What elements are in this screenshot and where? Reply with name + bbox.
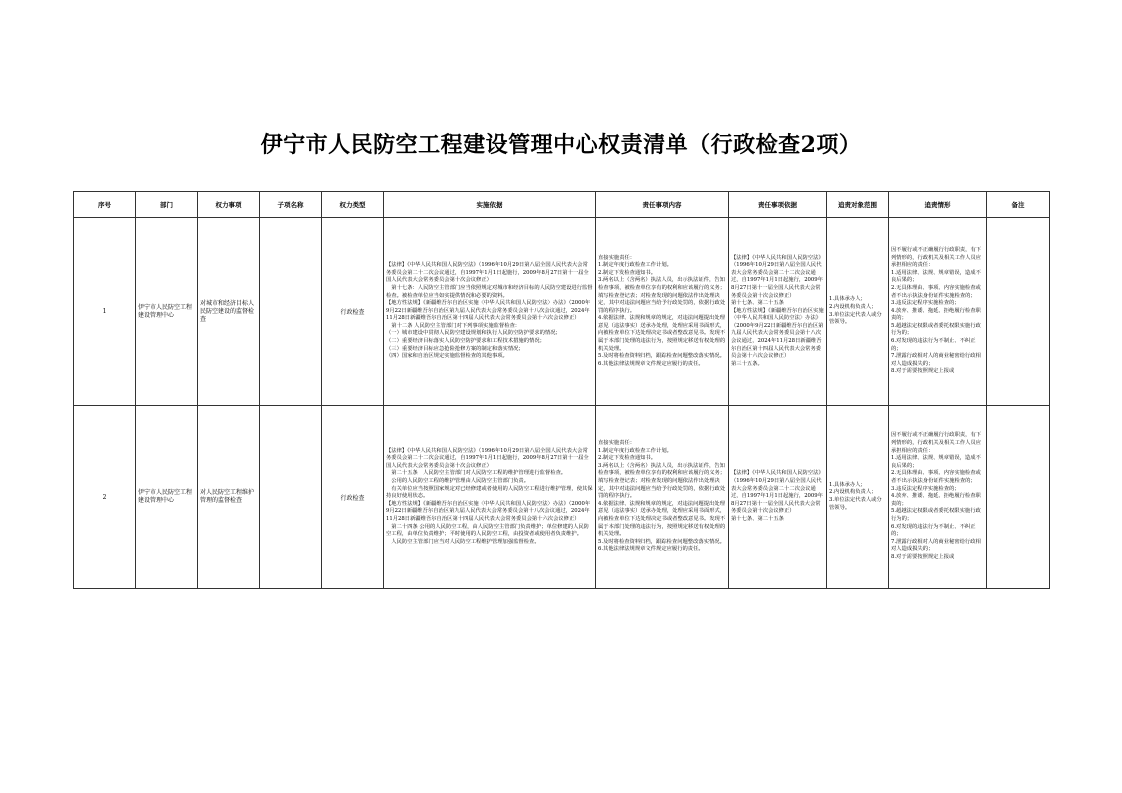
table-header-row — [74, 192, 1050, 218]
header-cell: 权力类型 — [322, 192, 384, 218]
power-item-cell: 对人民防空工程维护管理的监督检查 — [198, 406, 260, 589]
table-row — [74, 218, 1050, 406]
accountability-situation-cell: 因不履行或不正确履行行政职责，有下列情形的，行政机关及相关工作人员应承担相应的责任： 1.适用法律、法规、规章错误，造成不良后果的； 2.无具体理由、事项、内容实施检查或者不出示执法身份证件实施检查的； 3.违反法定程序实施检查的； 4.放弃、推诿、拖延、拒绝履行检查职责的； 5.超越法定权限或者委托权限实施行政行为的； 6.对发现的违法行为不制止、不纠正的； 7.泄露行政相对人的商业秘密给行政相对人造成损失的； 8.对于需要按照规定上报或 — [889, 218, 987, 406]
header-cell: 权力事项 — [198, 192, 260, 218]
department-cell: 伊宁市人民防空工程建设管理中心 — [136, 218, 198, 406]
header-cell: 子项名称 — [260, 192, 322, 218]
responsibility-basis-cell: 【法律】《中华人民共和国人民防空法》（1996年10月29日第八届全国人民代表大会常务委员会第二十二次会议通过，自1997年1月1日起施行，2009年8月27日第十一届全国人民代表大会常务委员会第十次会议修正） 第十七条、第二十五条 【地方性法规】《新疆维吾尔自治区实施〈中华人民共和国人民防空法〉办法》（2000年9月22日新疆维吾尔自治区第九届人民代表大会常务委员会第十八次会议通过，2024年11月28日新疆维吾尔自治区第十四届人民代表大会常务委员会第十六次会议修正） 第三十五条。 — [729, 218, 827, 406]
header-cell: 追责对象范围 — [827, 192, 889, 218]
header-cell: 追责情形 — [889, 192, 987, 218]
legal-basis-cell: 【法律】《中华人民共和国人民防空法》（1996年10月29日第八届全国人民代表大会常务委员会第二十二次会议通过，自1997年1月1日起施行，2009年8月27日第十一届全国人民代表大会常务委员会第十次会议修正） 第十七条：人民防空主管部门应当依照规定对城市和经济目标的人民防空建设进行监督检查。被检查单位应当如实提供情况和必要的资料。 【地方性法规】《新疆维吾尔自治区实施〈中华人民共和国人民防空法〉办法》（2000年9月22日新疆维吾尔自治区第九届人民代表大会常务委员会第十八次会议通过，2024年11月28日新疆维吾尔自治区第十四届人民代表大会常务委员会第十六次会议修正） 第十二条 人民防空主管部门对下列事项实施监督检查： （一）城市建设中贯彻人民防空建设规划和执行人民防空防护要求的情况； （二）重要经济目标落实人民防空防护要求和工程技术措施的情况； （三）重要经济目标应急抢险抢修方案的制定和落实情况； （四）国家和自治区规定实施监督检查的其他事项。 — [384, 218, 596, 406]
power-type-cell: 行政检查 — [322, 218, 384, 406]
remark-cell — [987, 406, 1050, 589]
responsibility-content-cell: 直接实施责任： 1.制定年度行政检查工作计划。 2.制定下发检查通知书。 3.两名以上（含两名）执法人员，出示执法证件，告知检查事项，被检查单位享有的权利和应该履行的义务；填写检查登记表；对检查发现的问题依法作出处理决定，其中对违法问题应当给予行政处罚的，依据行政处罚的程序执行。 4.依据法律、法规和规章的规定，对违法问题提出处理意见（违法事实）送承办处理，处理应采用书面形式，向被检查单位下达处理决定书或者整改意见书。发现不属于本部门处理的违法行为，按照规定移送有权处理的机关处理。 5.及时将检查资料归档，跟踪检查问题整改落实情况。 6.其他法律法规规章文件规定应履行的责任。 — [596, 406, 729, 589]
remark-cell — [987, 218, 1050, 406]
accountability-scope-cell: 1.具体承办人； 2.内设机构负责人； 3.单位法定代表人或分管领导。 — [827, 218, 889, 406]
power-item-cell: 对城市和经济目标人民防空建设的监督检查 — [198, 218, 260, 406]
row-number: 1 — [74, 218, 136, 406]
header-cell: 责任事项内容 — [596, 192, 729, 218]
department-cell: 伊宁市人民防空工程建设管理中心 — [136, 406, 198, 589]
legal-basis-cell: 【法律】《中华人民共和国人民防空法》（1996年10月29日第八届全国人民代表大会常务委员会第二十二次会议通过，自1997年1月1日起施行，2009年8月27日第十一届全国人民代表大会常务委员会第十次会议修正） 第二十五条 人民防空主管部门对人民防空工程的维护管理进行监督检查。 公用的人民防空工程的维护管理由人民防空主管部门负责。 有关单位应当按照国家规定对已经修建或者使用的人民防空工程进行维护管理，使其保持良好使用状态。 【地方性法规】《新疆维吾尔自治区实施〈中华人民共和国人民防空法〉办法》（2000年9月22日新疆维吾尔自治区第九届人民代表大会常务委员会第十八次会议通过，2024年11月28日新疆维吾尔自治区第十四届人民代表大会常务委员会第十六次会议修正） 第二十四条 公用的人民防空工程，由人民防空主管部门负责维护；单位修建的人民防空工程，由单位负责维护；平时使用的人民防空工程，由投资者或使用者负责维护。 人民防空主管部门应当对人民防空工程维护管理加强监督检查。 — [384, 406, 596, 589]
rights-responsibilities-table — [73, 191, 1050, 589]
power-type-cell: 行政检查 — [322, 406, 384, 589]
responsibility-basis-cell: 【法律】《中华人民共和国人民防空法》（1996年10月29日第八届全国人民代表大会常务委员会第二十二次会议通过，自1997年1月1日起施行，2009年8月27日第十一届全国人民代表大会常务委员会第十次会议修正） 第十七条、第二十五条 — [729, 406, 827, 589]
sub-item-cell — [260, 406, 322, 589]
header-cell: 实施依据 — [384, 192, 596, 218]
accountability-scope-cell: 1.具体承办人； 2.内设机构负责人； 3.单位法定代表人或分管领导。 — [827, 406, 889, 589]
header-cell: 序号 — [74, 192, 136, 218]
row-number: 2 — [74, 406, 136, 589]
responsibility-content-cell: 直接实施责任： 1.制定年度行政检查工作计划。 2.制定下发检查通知书。 3.两名以上（含两名）执法人员，出示执法证件，告知检查事项，被检查单位享有的权利和应该履行的义务；填写检查登记表；对检查发现的问题依法作出处理决定，其中对违法问题应当给予行政处罚的，依据行政处罚的程序执行。 4.依据法律、法规和规章的规定，对违法问题提出处理意见（违法事实）送承办处理，处理应采用书面形式，向被检查单位下达处理决定书或者整改意见书。发现不属于本部门处理的违法行为，按照规定移送有权处理的机关处理。 5.及时将检查资料归档，跟踪检查问题整改落实情况。 6.其他法律法规规章文件规定应履行的责任。 — [596, 218, 729, 406]
document-title: 伊宁市人民防空工程建设管理中心权责清单（行政检查2项） — [260, 132, 862, 158]
sub-item-cell — [260, 218, 322, 406]
accountability-situation-cell: 因不履行或不正确履行行政职责，有下列情形的，行政机关及相关工作人员应承担相应的责任： 1.适用法律、法规、规章错误，造成不良后果的； 2.无具体理由、事项、内容实施检查或者不出示执法身份证件实施检查的； 3.违反法定程序实施检查的； 4.放弃、推诿、拖延、拒绝履行检查职责的； 5.超越法定权限或者委托权限实施行政行为的； 6.对发现的违法行为不制止、不纠正的； 7.泄露行政相对人的商业秘密给行政相对人造成损失的； 8.对于需要按照规定上报或 — [889, 406, 987, 589]
header-cell: 部门 — [136, 192, 198, 218]
table-row — [74, 406, 1050, 589]
header-cell: 责任事项依据 — [729, 192, 827, 218]
header-cell: 备注 — [987, 192, 1050, 218]
